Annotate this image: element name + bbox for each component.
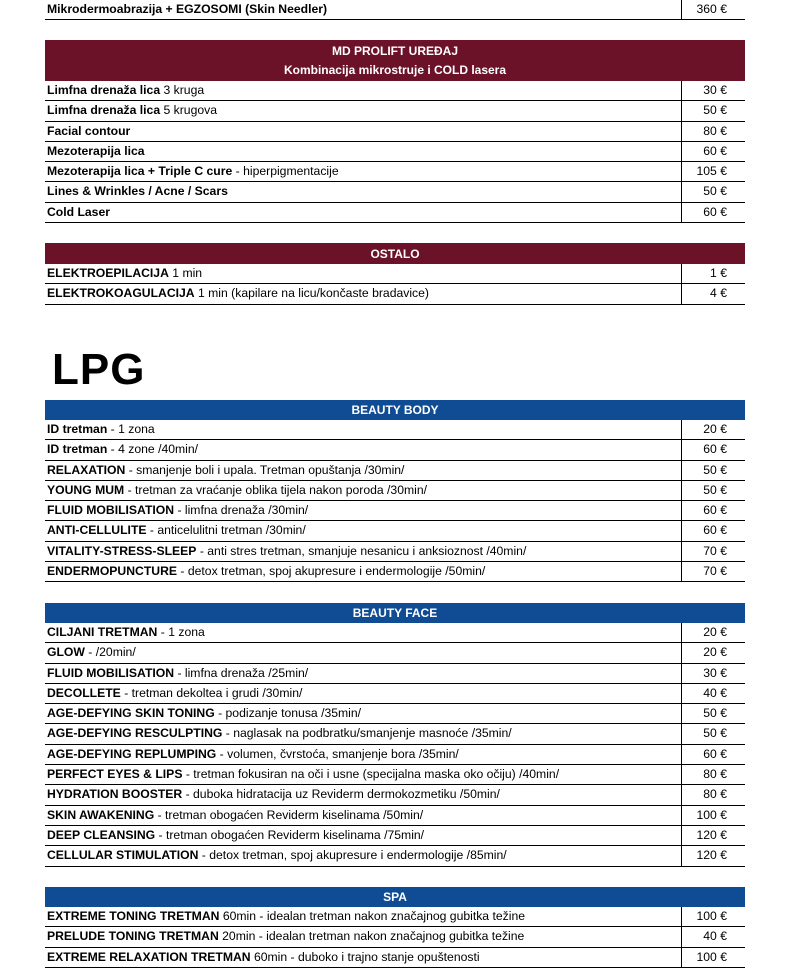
treatment-price: 50 € <box>681 481 745 500</box>
treatment-price: 30 € <box>681 664 745 683</box>
table-row <box>45 101 745 121</box>
table-row <box>45 440 745 460</box>
treatment-price: 60 € <box>681 501 745 520</box>
treatment-name: DECOLLETE - tretman dekoltea i grudi /30min/ <box>47 685 303 700</box>
section-header <box>45 887 745 907</box>
treatment-price: 20 € <box>681 643 745 662</box>
beauty-body-section <box>45 400 745 582</box>
ostalo-section <box>45 243 745 305</box>
beauty-face-section <box>45 603 745 867</box>
table-row <box>45 420 745 440</box>
treatment-name: Lines & Wrinkles / Acne / Scars <box>47 184 228 199</box>
lpg-heading: LPG <box>52 345 146 394</box>
treatment-price: 120 € <box>681 846 745 865</box>
table-row <box>45 501 745 521</box>
treatment-price: 1 € <box>681 264 745 283</box>
treatment-name: YOUNG MUM - tretman za vraćanje oblika tijela nakon poroda /30min/ <box>47 482 428 497</box>
treatment-price: 80 € <box>681 765 745 784</box>
treatment-name: AGE-DEFYING RESCULPTING - naglasak na podbratku/smanjenje masnoće /35min/ <box>47 726 512 741</box>
treatment-name: ANTI-CELLULITE - anticelulitni tretman /30min/ <box>47 523 306 538</box>
treatment-price: 50 € <box>681 101 745 120</box>
section-title: MD PROLIFT UREĐAJ <box>332 44 458 58</box>
table-row <box>45 521 745 541</box>
treatment-name: Limfna drenaža lica 5 krugova <box>47 103 218 118</box>
table-row <box>45 264 745 284</box>
section-title: BEAUTY FACE <box>352 606 438 620</box>
treatment-price: 60 € <box>681 203 745 222</box>
treatment-name: DEEP CLEANSING - tretman obogaćen Reviderm kiselinama /75min/ <box>47 827 425 842</box>
treatment-price: 30 € <box>681 81 745 100</box>
treatment-price: 50 € <box>681 182 745 201</box>
treatment-name: AGE-DEFYING REPLUMPING - volumen, čvrstoća, smanjenje bora /35min/ <box>47 746 459 761</box>
section-title: BEAUTY BODY <box>351 403 439 417</box>
treatment-name: ELEKTROKOAGULACIJA 1 min (kapilare na licu/končaste bradavice) <box>47 286 429 301</box>
treatment-price: 70 € <box>681 562 745 581</box>
table-row <box>45 745 745 765</box>
treatment-name: SKIN AWAKENING - tretman obogaćen Reviderm kiselinama /50min/ <box>47 807 424 822</box>
table-row <box>45 643 745 663</box>
section-subtitle: Kombinacija mikrostruje i COLD lasera <box>283 63 507 77</box>
treatment-name: VITALITY-STRESS-SLEEP - anti stres tretman, smanjuje nesanicu i anksioznost /40min/ <box>47 543 527 558</box>
treatment-price: 50 € <box>681 724 745 743</box>
section-header <box>45 603 745 623</box>
table-row <box>45 907 745 927</box>
spa-section <box>45 887 745 968</box>
treatment-name: FLUID MOBILISATION - limfna drenaža /25min/ <box>47 665 309 680</box>
treatment-name: Limfna drenaža lica 3 kruga <box>47 83 205 97</box>
treatment-name: FLUID MOBILISATION - limfna drenaža /30min/ <box>47 503 309 518</box>
treatment-name: Cold Laser <box>47 204 110 219</box>
treatment-name: Mezoterapija lica <box>47 143 145 158</box>
table-row <box>45 704 745 724</box>
treatment-name: CELLULAR STIMULATION - detox tretman, spoj akupresure i endermologije /85min/ <box>47 848 507 863</box>
treatment-name: PRELUDE TONING TRETMAN 20min - idealan tretman nakon značajnog gubitka težine <box>47 929 525 944</box>
treatment-price: 360 € <box>681 0 745 19</box>
treatment-price: 50 € <box>681 704 745 723</box>
section-header <box>45 400 745 420</box>
table-row <box>45 142 745 162</box>
treatment-price: 120 € <box>681 826 745 845</box>
treatment-price: 60 € <box>681 745 745 764</box>
table-row <box>45 481 745 501</box>
table-row <box>45 0 745 20</box>
top-section <box>45 0 745 20</box>
section-title: SPA <box>383 890 407 904</box>
treatment-name: EXTREME TONING TRETMAN 60min - idealan tretman nakon značajnog gubitka težine <box>47 909 525 923</box>
treatment-name: AGE-DEFYING SKIN TONING - podizanje tonusa /35min/ <box>47 706 362 721</box>
table-row <box>45 562 745 582</box>
rows <box>45 907 745 968</box>
treatment-name: CILJANI TRETMAN - 1 zona <box>47 625 205 639</box>
rows <box>45 264 745 305</box>
section-title: OSTALO <box>370 246 420 261</box>
treatment-name: Mikrodermoabrazija + EGZOSOMI (Skin Needler) <box>47 2 328 16</box>
treatment-price: 50 € <box>681 461 745 480</box>
treatment-price: 100 € <box>681 948 745 967</box>
table-row <box>45 927 745 947</box>
table-row <box>45 162 745 182</box>
treatment-price: 20 € <box>681 420 745 439</box>
table-row <box>45 765 745 785</box>
table-row <box>45 122 745 142</box>
treatment-name: ENDERMOPUNCTURE - detox tretman, spoj akupresure i endermologije /50min/ <box>47 564 486 579</box>
table-row <box>45 284 745 304</box>
treatment-price: 80 € <box>681 785 745 804</box>
table-row <box>45 81 745 101</box>
table-row <box>45 846 745 866</box>
rows <box>45 81 745 223</box>
treatment-price: 100 € <box>681 806 745 825</box>
treatment-name: ID tretman - 1 zona <box>47 422 155 436</box>
treatment-price: 40 € <box>681 684 745 703</box>
table-row <box>45 182 745 202</box>
treatment-name: GLOW - /20min/ <box>47 645 136 660</box>
treatment-price: 100 € <box>681 907 745 926</box>
treatment-price: 60 € <box>681 440 745 459</box>
treatment-price: 70 € <box>681 542 745 561</box>
treatment-name: PERFECT EYES & LIPS - tretman fokusiran na oči i usne (specijalna maska oko očiju) /40min/ <box>47 767 560 782</box>
table-row <box>45 826 745 846</box>
treatment-name: ID tretman - 4 zone /40min/ <box>47 442 199 457</box>
treatment-name: RELAXATION - smanjenje boli i upala. Tretman opuštanja /30min/ <box>47 462 405 477</box>
rows <box>45 420 745 582</box>
table-row <box>45 203 745 223</box>
section-header <box>45 243 745 264</box>
treatment-price: 20 € <box>681 623 745 642</box>
treatment-price: 105 € <box>681 162 745 181</box>
table-row <box>45 684 745 704</box>
table-row <box>45 806 745 826</box>
treatment-name: ELEKTROEPILACIJA 1 min <box>47 266 203 280</box>
rows <box>45 623 745 867</box>
section-header <box>45 40 745 81</box>
table-row <box>45 948 745 968</box>
table-row <box>45 623 745 643</box>
table-row <box>45 785 745 805</box>
treatment-price: 80 € <box>681 122 745 141</box>
treatment-name: HYDRATION BOOSTER - duboka hidratacija uz Reviderm dermokozmetiku /50min/ <box>47 787 500 802</box>
table-row <box>45 461 745 481</box>
table-row <box>45 724 745 744</box>
treatment-name: Facial contour <box>47 123 131 138</box>
treatment-name: Mezoterapija lica + Triple C cure - hiperpigmentacije <box>47 164 339 179</box>
treatment-price: 60 € <box>681 142 745 161</box>
md-prolift-section <box>45 40 745 223</box>
treatment-price: 4 € <box>681 284 745 303</box>
treatment-price: 60 € <box>681 521 745 540</box>
table-row <box>45 664 745 684</box>
treatment-price: 40 € <box>681 927 745 946</box>
treatment-name: EXTREME RELAXATION TRETMAN 60min - duboko i trajno stanje opuštenosti <box>47 949 480 964</box>
table-row <box>45 542 745 562</box>
